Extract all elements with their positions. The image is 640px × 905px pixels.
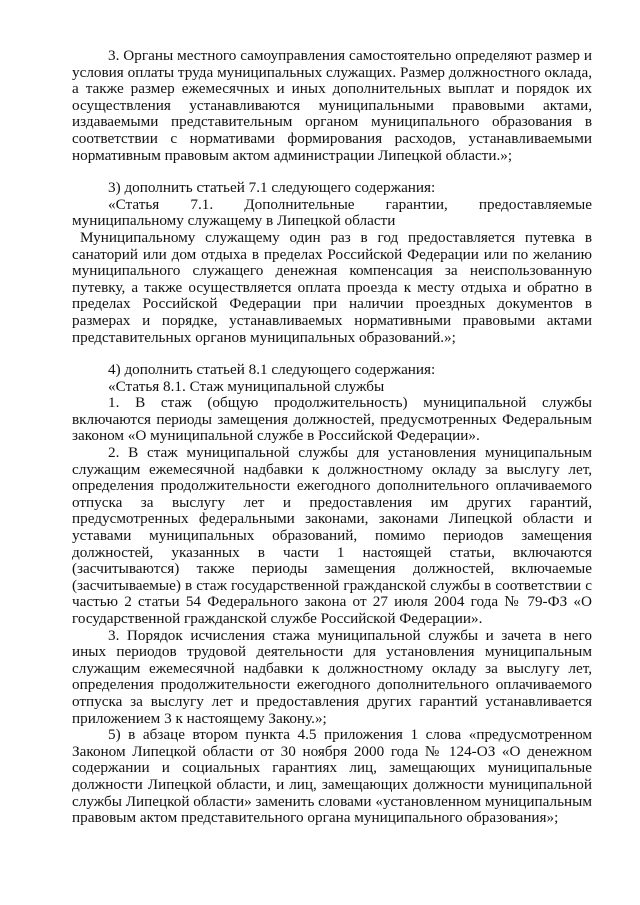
article-7-1-title: «Статья 7.1. Дополнительные гарантии, предоставляемые муниципальному служащему в Липецкой области (72, 195, 592, 230)
paragraph-amendment-5: 5) в абзаце втором пункта 4.5 приложения 1 слова «предусмотренном Законом Липецкой области от 30 ноября 2000 года № 124-ОЗ «О денежном содержании и социальных гарантиях лиц, замещающих муниципальные должности Липецкой области, и лиц, замещающих должности муниципальной службы Липецкой области» заменить словами «установленном муниципальным правовым актом представительного органа муниципального образования»; (72, 726, 592, 827)
paragraph-article-7-part-3: 3. Органы местного самоуправления самостоятельно определяют размер и условия оплаты труда муниципальных служащих. Размер должностного оклада, а также размер ежемесячных и иных дополнительных выплат и порядок их осуществления устанавливаются муниципальными правовыми актами, издаваемыми представительным органом муниципального образования в соответствии с нормативами формирования расходов, устанавливаемыми нормативным правовым актом администрации Липецкой области.»; (72, 47, 592, 164)
paragraph-article-8-1-part-1: 1. В стаж (общую продолжительность) муниципальной службы включаются периоды замещения должностей, предусмотренных Федеральным законом «О муниципальной службе в Российской Федерации». (72, 394, 592, 445)
paragraph-gap (72, 164, 592, 180)
paragraph-amendment-4: 4) дополнить статьей 8.1 следующего содержания: (108, 361, 436, 379)
paragraph-amendment-3: 3) дополнить статьей 7.1 следующего содержания: (108, 179, 436, 197)
paragraph-gap (72, 346, 592, 362)
document-body (72, 48, 592, 827)
paragraph-article-7-1-text: Муниципальному служащему один раз в год предоставляется путевка в санаторий или дом отдыха в пределах Российской Федерации или по желанию муниципального служащего денежная компенсация за неиспользованную путевку, а также осуществляется оплата проезда к месту отдыха и обратно в пределах Российской Федерации при наличии проездных документов в размерах и порядке, устанавливаемых нормативными правовыми актами представительных органов муниципальных образований.»; (72, 228, 592, 346)
paragraph-article-8-1-part-3: 3. Порядок исчисления стажа муниципальной службы и зачета в него иных периодов трудовой деятельности для установления муниципальным служащим ежемесячной надбавки к должностному окладу за выслугу лет, определения продолжительности ежегодного дополнительного оплачиваемого отпуска за выслугу лет и предоставления других гарантий устанавливается приложением 3 к настоящему Закону.»; (72, 626, 592, 727)
paragraph-article-8-1-part-2: 2. В стаж муниципальной службы для установления муниципальным служащим ежемесячной надбавки к должностному окладу за выслугу лет, определения продолжительности ежегодного дополнительного оплачиваемого отпуска за выслугу лет и предоставления им других гарантий, предусмотренных федеральными законами, законами Липецкой области и уставами муниципальных образований, помимо периодов замещения должностей, указанных в части 1 настоящей статьи, включаются (засчитываются) также периоды замещения должностей, включаемые (засчитываемые) в стаж государственной гражданской службы в соответствии с частью 2 статьи 54 Федерального закона от 27 июля 2004 года № 79-ФЗ «О государственной гражданской службе Российской Федерации». (72, 444, 592, 627)
article-8-1-title: «Статья 8.1. Стаж муниципальной службы (108, 377, 385, 395)
